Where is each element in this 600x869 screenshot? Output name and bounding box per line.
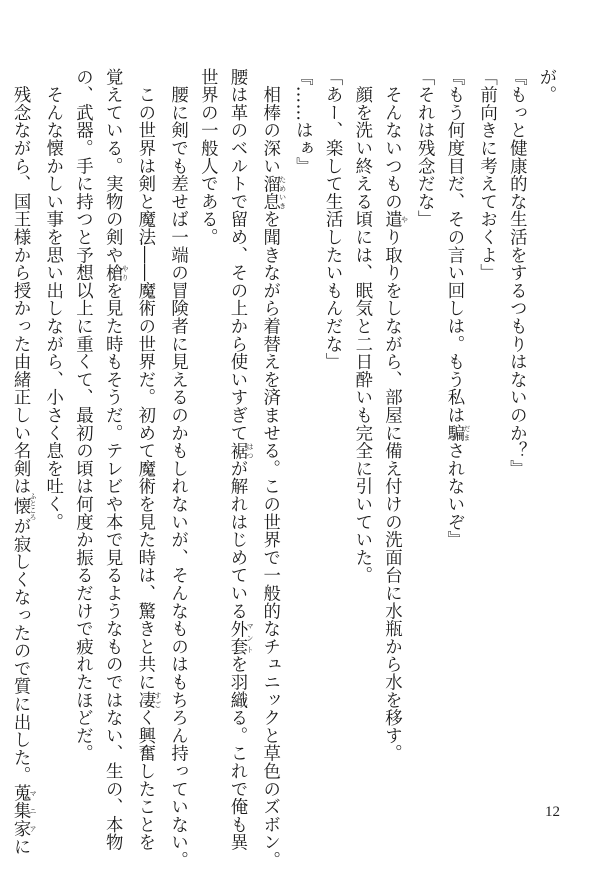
ruby-reading: ためいき [278,174,287,211]
text-line [408,68,438,788]
text-run: 相棒の深い [259,68,280,175]
text-line [96,68,130,852]
text-run: 覚えている。実物の剣や [102,68,123,264]
ruby-annotation [102,263,130,282]
text-line [67,68,97,788]
ruby-base: 懐 [10,492,31,521]
text-run: 『もう何度目だ、その言い回しは。もう私は [443,68,464,424]
text-line [316,68,346,788]
ruby-base: 外套 [226,619,247,656]
text-line [530,68,560,788]
text-line [471,68,501,788]
text-run: そんな懐かしい事を思い出しながら、小さく息を吐く。 [42,68,63,531]
text-line [192,68,222,788]
text-line [501,68,531,788]
text-run: 『もっと健康的な生活をするつもりはないのか？』 [506,68,527,478]
text-run: 「あー、楽して生活したいもんだな」 [322,68,343,371]
text-run: に [10,837,31,856]
text-line [37,68,67,788]
text-line [346,68,376,788]
text-run: の、武器。手に持つと予想以上に重くて、最初の頃は何度か振るだけで疲れたほどだ。 [72,68,93,763]
text-run: が。 [536,68,556,104]
page-number: 12 [545,804,560,820]
text-run: が寂しくなったので質に出した。 [10,517,31,785]
text-line [254,68,287,869]
text-run: 残念ながら、国王様から授かった由緒正しい名剣は [10,68,31,496]
ruby-reading: すご [153,690,162,709]
ruby-annotation [134,690,162,709]
text-line [376,68,409,788]
text-run: そんないつもの [381,68,402,211]
text-line [287,68,317,788]
ruby-base: 凄 [134,690,155,709]
ruby-annotation [443,424,471,442]
text-run: り取りをしながら、部屋に備え付けの洗面台に水瓶から水を移す。 [381,228,402,763]
text-run: く興奮したことを [134,708,155,852]
text-run: 腰に剣でも差せば一端の冒険者に見えるのかもしれないが、そんなものはもちろん持っていない。 [167,68,188,869]
text-run: を聞きながら着替えを済ませる。この世界で一般的なチュニックと草色のズボン。 [259,210,280,869]
text-line [162,68,192,869]
ruby-base: 裾 [226,441,247,460]
ruby-reading: や [400,210,409,229]
ruby-annotation [381,210,409,229]
ruby-annotation [10,784,38,838]
text-run: を見た時もそうだ。テレビや本で見るようなものではない、生の、本物 [102,281,123,852]
ruby-annotation [226,619,254,656]
ruby-base: 騙 [443,424,464,442]
ruby-base: 遣 [381,210,402,229]
ruby-reading: ふところ [29,492,38,521]
ruby-annotation [226,441,254,460]
ruby-reading: マニア [29,784,38,838]
text-run: を羽織る。これで俺も異 [226,655,247,852]
ruby-reading: やり [121,263,130,282]
ruby-annotation [259,174,287,211]
text-run: 「それは残念だな」 [414,68,435,229]
ruby-base: 溜息 [259,174,280,211]
text-line [438,68,471,788]
text-run: この世界は剣と魔法――魔術の世界だ。初めて魔術を見た時は、驚きと共に [134,68,155,691]
text-run: 腰は革のベルトで留め、その上から使いすぎて [226,68,247,442]
text-run: されないぞ』 [443,441,464,549]
text-line [4,68,38,856]
ruby-reading: マント [245,619,254,656]
ruby-reading: はつ [245,441,254,460]
text-run: 顔を洗い終える頃には、眠気と二日酔いも完全に引いていた。 [351,68,372,585]
text-line [221,68,254,852]
text-run: 『……はぁ』 [292,68,313,175]
ruby-annotation [10,492,38,521]
ruby-base: 蒐集家 [10,784,31,838]
text-line [129,68,162,852]
text-run: 「前向きに考えておくよ」 [476,68,497,282]
ruby-base: 槍 [102,263,123,282]
text-run: が解れはじめている [226,459,247,620]
text-run: 世界の一般人である。 [197,68,218,246]
ruby-reading: だま [462,424,471,442]
